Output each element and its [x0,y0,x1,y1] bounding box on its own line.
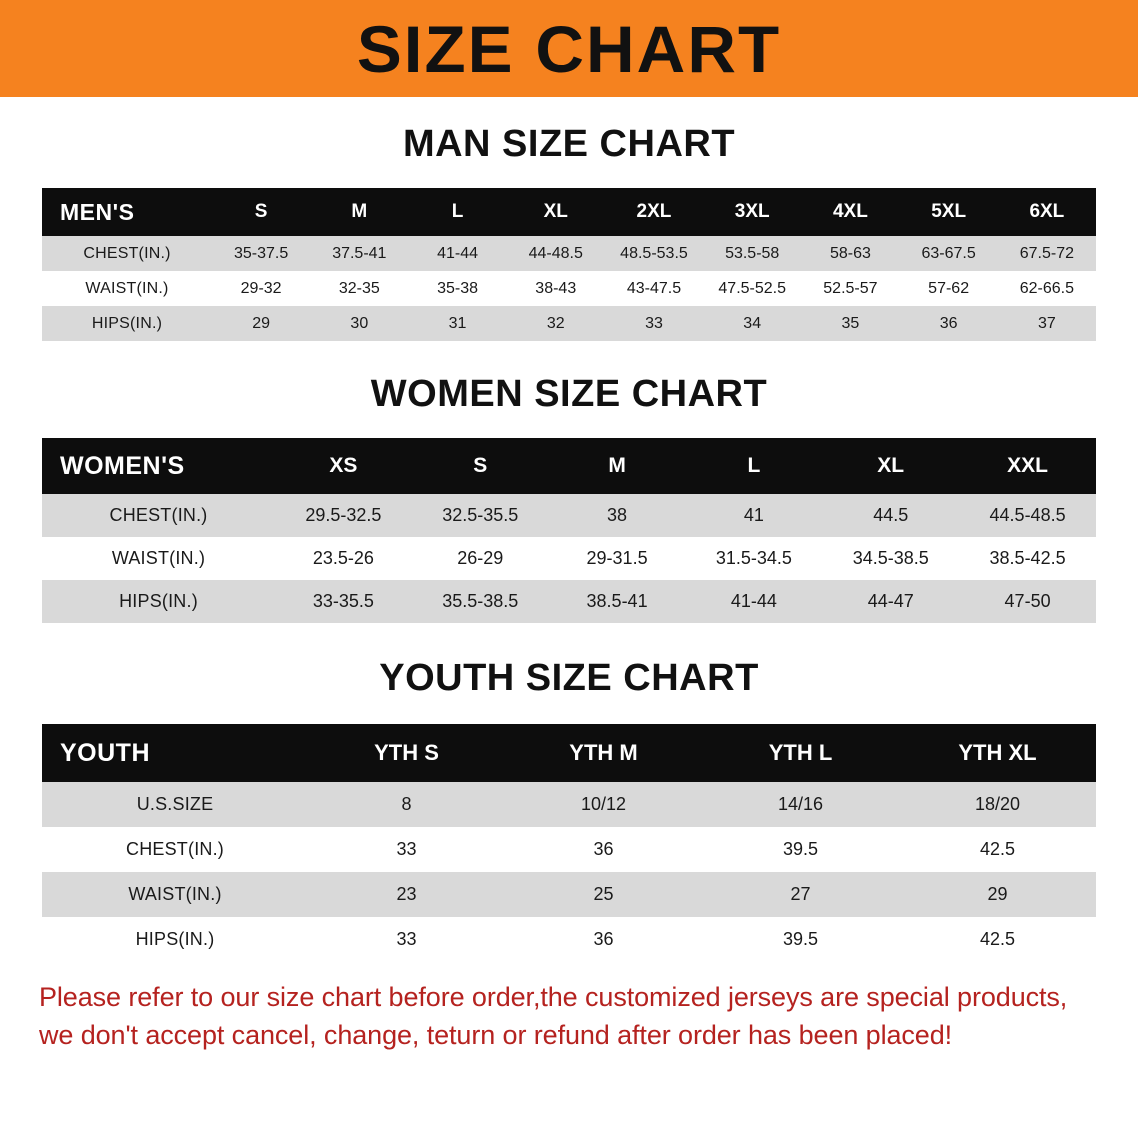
man-waist-2xl: 43-47.5 [626,279,682,297]
women-header-rowlabel: WOMEN'S [60,451,185,480]
women-table-head [42,438,1096,494]
youth-section-heading: YOUTH SIZE CHART [379,657,759,699]
man-row-label-waist: WAIST(IN.) [85,279,169,297]
women-chest-xs: 29.5-32.5 [305,505,382,525]
women-header-s: S [473,454,488,477]
women-row-label-chest: CHEST(IN.) [109,505,208,525]
women-chest-m: 38 [607,505,628,525]
man-chest-5xl: 63-67.5 [921,244,976,262]
table-row [42,494,1096,537]
man-header-3xl: 3XL [734,201,770,222]
youth-waist-m: 25 [593,884,614,904]
man-table-wrapper [42,188,1096,341]
man-header-5xl: 5XL [931,201,967,222]
youth-header-s: YTH S [374,740,439,765]
women-waist-s: 26-29 [457,548,504,568]
man-hips-4xl: 35 [841,314,860,332]
man-waist-5xl: 57-62 [928,279,970,297]
table-row [42,872,1096,917]
women-chest-s: 32.5-35.5 [442,505,519,525]
youth-header-m: YTH M [569,740,638,765]
youth-table-head [42,724,1096,782]
women-table-body [42,494,1096,623]
man-waist-s: 29-32 [240,279,282,297]
man-chest-xl: 44-48.5 [528,244,583,262]
youth-ussize-m: 10/12 [580,794,627,814]
youth-chest-s: 33 [396,839,417,859]
women-chest-xl: 44.5 [873,505,909,525]
women-header-xs: XS [329,454,358,477]
page-title: SIZE CHART [356,11,782,86]
table-header-row [42,438,1096,494]
women-size-table [42,438,1096,623]
youth-header-rowlabel: YOUTH [60,738,150,767]
women-section-heading: WOMEN SIZE CHART [370,373,768,415]
women-header-xl: XL [877,454,905,477]
man-chest-2xl: 48.5-53.5 [620,244,688,262]
man-hips-3xl: 34 [743,314,762,332]
man-header-m: M [351,201,368,222]
youth-chest-l: 39.5 [782,839,819,859]
man-header-2xl: 2XL [636,201,672,222]
man-hips-s: 29 [252,314,270,332]
women-hips-s: 35.5-38.5 [442,591,519,611]
youth-row-label-hips: HIPS(IN.) [135,929,215,949]
women-waist-xl: 34.5-38.5 [852,548,929,568]
women-row-label-waist: WAIST(IN.) [111,548,206,568]
man-chest-6xl: 67.5-72 [1019,244,1074,262]
women-chest-xxl: 44.5-48.5 [989,505,1066,525]
women-waist-xxl: 38.5-42.5 [989,548,1066,568]
youth-chest-m: 36 [593,839,614,859]
man-chest-4xl: 58-63 [829,244,871,262]
man-header-rowlabel: MEN'S [60,198,135,225]
women-hips-l: 41-44 [730,591,777,611]
man-header-4xl: 4XL [832,201,868,222]
table-row [42,580,1096,623]
disclaimer-note [39,978,1099,1055]
man-hips-2xl: 33 [645,314,663,332]
man-header-s: S [254,201,268,222]
man-chest-s: 35-37.5 [233,244,289,262]
table-row [42,537,1096,580]
man-waist-6xl: 62-66.5 [1019,279,1074,297]
youth-chest-xl: 42.5 [979,839,1016,859]
youth-hips-s: 33 [396,929,417,949]
man-row-label-chest: CHEST(IN.) [83,244,171,262]
man-row-label-hips: HIPS(IN.) [91,314,163,332]
man-hips-xl: 32 [546,314,565,332]
man-header-l: L [451,201,464,222]
youth-table-wrapper [42,724,1096,962]
table-row [42,782,1096,827]
women-row-label-hips: HIPS(IN.) [119,591,198,611]
youth-row-label-ussize: U.S.SIZE [136,794,214,814]
disclaimer-line-2: we don't accept cancel, change, teturn or refund after order has been placed! [39,1020,953,1051]
women-hips-m: 38.5-41 [586,591,648,611]
man-waist-l: 35-38 [437,279,478,297]
women-table-wrapper [42,438,1096,623]
women-header-m: M [608,454,626,477]
man-waist-xl: 38-43 [535,279,577,297]
youth-ussize-xl: 18/20 [974,794,1021,814]
man-table-head [42,188,1096,236]
man-waist-4xl: 52.5-57 [823,279,878,297]
man-table-body [42,236,1096,341]
youth-row-label-chest: CHEST(IN.) [126,839,224,859]
disclaimer-line-1: Please refer to our size chart before order,the customized jerseys are special products, [39,982,1068,1012]
man-size-table [42,188,1096,341]
youth-waist-xl: 29 [987,884,1008,904]
youth-waist-s: 23 [396,884,417,904]
youth-hips-m: 36 [593,929,614,949]
table-row [42,917,1096,962]
women-hips-xxl: 47-50 [1004,591,1051,611]
table-header-row [42,188,1096,236]
youth-size-table [42,724,1096,962]
man-section-heading: MAN SIZE CHART [402,123,736,165]
man-hips-l: 31 [448,314,467,332]
women-waist-m: 29-31.5 [586,548,648,568]
youth-hips-l: 39.5 [782,929,819,949]
women-waist-xs: 23.5-26 [312,548,374,568]
man-header-6xl: 6XL [1029,201,1065,222]
man-waist-3xl: 47.5-52.5 [718,279,786,297]
table-header-row [42,724,1096,782]
youth-header-l: YTH L [768,740,833,765]
youth-waist-l: 27 [790,884,811,904]
table-row [42,306,1096,341]
youth-table-body [42,782,1096,962]
youth-hips-xl: 42.5 [979,929,1016,949]
man-waist-m: 32-35 [338,279,380,297]
youth-ussize-s: 8 [401,794,412,814]
man-hips-6xl: 37 [1037,314,1056,332]
man-chest-l: 41-44 [437,244,478,262]
youth-ussize-l: 14/16 [777,794,824,814]
women-hips-xs: 33-35.5 [312,591,374,611]
women-header-l: L [747,454,761,477]
man-hips-m: 30 [350,314,369,332]
women-waist-l: 31.5-34.5 [715,548,792,568]
man-hips-5xl: 36 [939,314,958,332]
women-chest-l: 41 [743,505,764,525]
table-row [42,827,1096,872]
banner [0,0,1138,97]
youth-header-xl: YTH XL [958,740,1037,765]
women-hips-xl: 44-47 [867,591,914,611]
man-chest-3xl: 53.5-58 [725,244,780,262]
man-chest-m: 37.5-41 [332,244,387,262]
youth-row-label-waist: WAIST(IN.) [128,884,222,904]
table-row [42,236,1096,271]
man-header-xl: XL [543,201,568,222]
table-row [42,271,1096,306]
women-header-xxl: XXL [1007,454,1048,477]
